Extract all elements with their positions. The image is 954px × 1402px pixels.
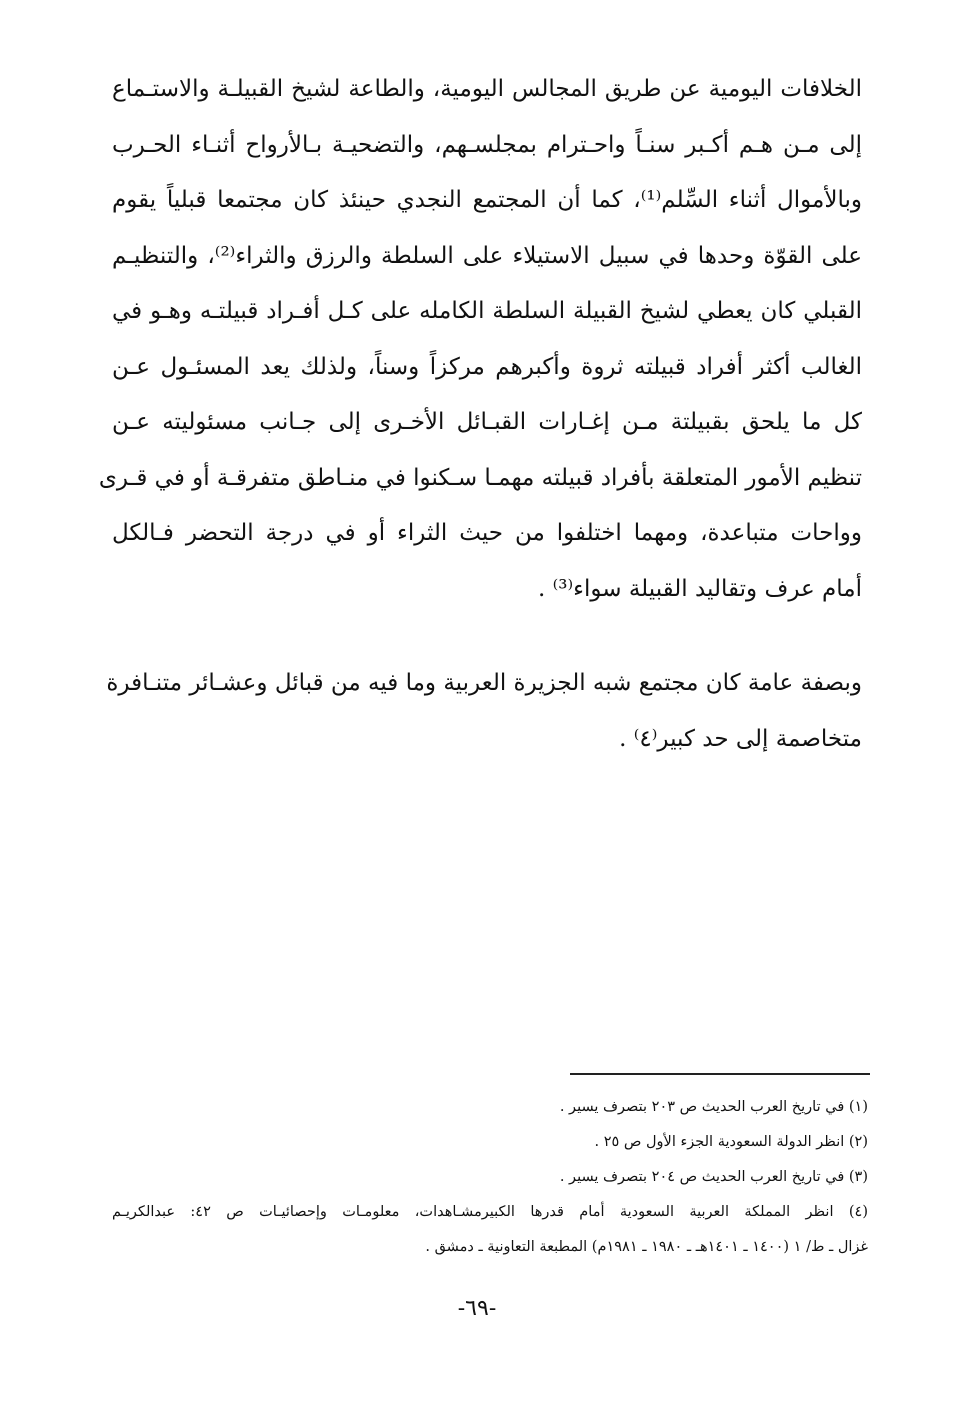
paragraph-line: إلى مـن هـم أكـبر سنـاً واحـترام بمجلسـهم، والتضحيـة بـالأرواح أثنـاء الحـرب	[112, 131, 862, 158]
footnote: (١) في تاريخ العرب الحديث ص ٢٠٣ بتصرف يسير .	[559, 1099, 868, 1115]
paragraph-line: متخاصمة إلى حد كبير⁽٤⁾ .	[619, 725, 862, 752]
second-paragraph	[106, 656, 862, 767]
paragraph-line: الخلافات اليومية عن طريق المجالس اليومية، والطاعة لشيخ القبيلـة والاستـماع	[112, 76, 862, 102]
paragraph-line: وبالأموال أثناء السِّلم⁽¹⁾، كما أن المجتمع النجدي حينئذ كان مجتمعا قبلياً يقوم	[112, 187, 862, 213]
paragraph-line: كل ما يلحق بقبيلتة مـن إغـارات القبـائل الأخـرى إلى جـانب مسئوليته عـن	[112, 409, 862, 435]
paragraph-line: الغالب أكثر أفراد قبيلته ثروة وأكبرهم مركزاً وسناً، ولذلك يعد المسئـول عـن	[112, 353, 862, 380]
paragraph-line: القبلي كان يعطي لشيخ القبيلة السلطة الكامله على كـل أفـراد قبيلتـه وهـو في	[112, 298, 862, 324]
paragraph-line: وواحات متباعدة، ومهما اختلفوا من حيث الثراء أو في درجة التحضر فـالكل	[112, 520, 862, 546]
main-paragraph	[98, 62, 863, 617]
footnote: (٣) في تاريخ العرب الحديث ص ٢٠٤ بتصرف يسير .	[559, 1169, 868, 1185]
footnotes	[112, 1090, 868, 1265]
paragraph-line: وبصفة عامة كان مجتمع شبه الجزيرة العربية وما فيه من قبائل وعشـائر متنـافرة	[106, 670, 862, 696]
footnote: (٤) انظر المملكة العربية السعودية أمام قدرها الكبيرمشـاهدات، معلومـات وإحصائيـات ص ٤٢: عبدالكريـم	[112, 1204, 868, 1220]
footnote: غزال ـ ط/ ١ (١٤٠٠ ـ ١٤٠١هـ ـ ١٩٨٠ ـ ١٩٨١م) المطبعة التعاونية ـ دمشق .	[425, 1239, 868, 1255]
footnote-divider	[570, 1073, 870, 1075]
paragraph-line: تنظيم الأمور المتعلقة بأفراد قبيلته مهمـا سـكنوا في منـاطق متفرقـة أو في قـرى	[98, 464, 862, 491]
footnote: (٢) انظر الدولة السعودية الجزء الأول ص ٢٥ .	[594, 1134, 868, 1150]
page-number: -٦٩-	[457, 1296, 497, 1321]
paragraph-line: على القوّة وحدها في سبيل الاستيلاء على السلطة والرزق والثراء⁽²⁾، والتنظيـم	[112, 242, 863, 269]
paragraph-line: أمام عرف وتقاليد القبيلة سواء⁽³⁾ .	[537, 575, 862, 602]
